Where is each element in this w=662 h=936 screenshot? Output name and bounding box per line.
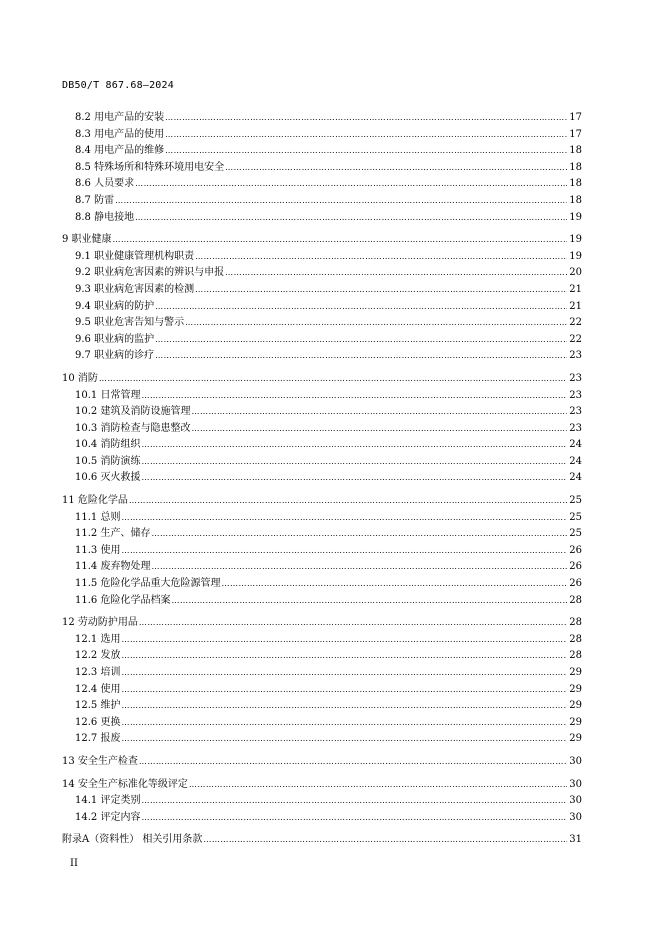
toc-entry-title: 8.4 用电产品的维修 — [75, 145, 165, 157]
toc-entry[interactable] — [62, 421, 582, 438]
toc-entry-title: 12.7 报废 — [75, 733, 121, 745]
toc-entry-page: 24 — [569, 439, 582, 451]
toc-entry[interactable] — [62, 832, 582, 849]
toc-entry-page: 25 — [569, 511, 582, 523]
toc-entry[interactable] — [62, 632, 582, 649]
toc-entry-title: 10.5 消防演练 — [75, 455, 141, 467]
toc-entry-page: 29 — [569, 667, 582, 678]
toc-entry-page: 25 — [569, 495, 582, 507]
toc-entry-title: 9.7 职业病的诊疗 — [75, 350, 155, 362]
toc-entry[interactable] — [62, 388, 582, 405]
toc-entry[interactable] — [62, 210, 582, 227]
toc-entry-title: 10.2 建筑及消防设施管理 — [75, 406, 191, 418]
toc-entry-page: 17 — [569, 112, 582, 123]
toc-entry[interactable] — [62, 559, 582, 576]
toc-leader-dots — [129, 493, 567, 510]
toc-entry-page: 30 — [569, 811, 582, 823]
toc-entry-page: 28 — [569, 633, 582, 645]
toc-entry[interactable] — [62, 176, 582, 193]
toc-leader-dots — [141, 793, 567, 810]
toc-entry-page: 30 — [569, 778, 582, 790]
toc-entry[interactable] — [62, 127, 582, 144]
toc-entry[interactable] — [62, 193, 582, 210]
toc-leader-dots — [141, 437, 567, 454]
toc-leader-dots — [171, 593, 567, 610]
toc-leader-dots — [121, 682, 567, 699]
toc-entry[interactable] — [62, 332, 582, 349]
toc-leader-dots — [225, 160, 567, 177]
toc-leader-dots — [151, 526, 567, 543]
toc-entry-page: 22 — [569, 317, 582, 329]
toc-leader-dots — [141, 810, 567, 827]
toc-entry[interactable] — [62, 593, 582, 610]
toc-leader-dots — [195, 282, 567, 299]
toc-entry[interactable] — [62, 110, 582, 127]
toc-entry[interactable] — [62, 777, 582, 794]
toc-entry[interactable] — [62, 371, 582, 388]
toc-entry[interactable] — [62, 454, 582, 471]
toc-entry[interactable] — [62, 698, 582, 715]
toc-leader-dots — [191, 404, 567, 421]
toc-leader-dots — [225, 265, 567, 282]
toc-entry-page: 21 — [569, 283, 582, 295]
toc-leader-dots — [155, 299, 567, 316]
toc-entry[interactable] — [62, 160, 582, 177]
toc-leader-dots — [121, 648, 567, 665]
toc-entry-page: 24 — [569, 472, 582, 484]
toc-entry-title: 9.1 职业健康管理机构职责 — [75, 250, 195, 262]
toc-entry-title: 12 劳动防护用品 — [62, 617, 138, 629]
toc-entry-page: 28 — [569, 617, 582, 629]
toc-entry-page: 28 — [569, 650, 582, 662]
toc-entry-page: 17 — [569, 128, 582, 140]
toc-leader-dots — [135, 176, 567, 193]
toc-entry-title: 8.6 人员要求 — [75, 178, 135, 190]
toc-entry-title: 9.4 职业病的防护 — [75, 300, 155, 312]
toc-entry-page: 20 — [569, 267, 582, 279]
toc-leader-dots — [121, 665, 567, 682]
toc-entry-page: 18 — [569, 194, 582, 206]
toc-entry-page: 30 — [569, 795, 582, 807]
toc-entry-title: 9.2 职业病危害因素的辨识与申报 — [75, 267, 225, 279]
toc-entry-page: 29 — [569, 683, 582, 695]
toc-entry-page: 18 — [569, 145, 582, 157]
toc-entry-title: 8.2 用电产品的安装 — [75, 112, 165, 123]
toc-entry-page: 31 — [569, 834, 582, 846]
toc-entry-title: 14.1 评定类别 — [75, 795, 141, 807]
toc-leader-dots — [99, 371, 567, 388]
toc-entry-page: 29 — [569, 716, 582, 728]
toc-entry-page: 25 — [569, 528, 582, 540]
toc-entry[interactable] — [62, 232, 582, 249]
toc-leader-dots — [155, 348, 567, 365]
toc-entry-page: 23 — [569, 422, 582, 434]
toc-entry-page: 19 — [569, 250, 582, 262]
toc-leader-dots — [121, 715, 567, 732]
toc-leader-dots — [165, 143, 567, 160]
toc-entry[interactable] — [62, 682, 582, 699]
toc-entry-title: 8.3 用电产品的使用 — [75, 128, 165, 140]
toc-leader-dots — [165, 110, 567, 127]
toc-entry-title: 10.3 消防检查与隐患整改 — [75, 422, 191, 434]
toc-entry-title: 12.5 维护 — [75, 700, 121, 712]
toc-entry-title: 10 消防 — [62, 372, 98, 384]
toc-entry-page: 24 — [569, 455, 582, 467]
toc-entry-page: 29 — [569, 733, 582, 745]
toc-entry[interactable] — [62, 470, 582, 487]
toc-entry-page: 21 — [569, 300, 582, 312]
toc-entry-title: 14 安全生产标准化等级评定 — [62, 778, 188, 790]
toc-leader-dots — [139, 615, 567, 632]
toc-entry-page: 18 — [569, 178, 582, 190]
toc-entry-page: 22 — [569, 333, 582, 345]
toc-entry-title: 8.5 特殊场所和特殊环境用电安全 — [75, 161, 225, 173]
toc-entry[interactable] — [62, 665, 582, 682]
toc-entry-title: 附录A（资料性） 相关引用条款 — [62, 834, 203, 846]
toc-entry-title: 13 安全生产检查 — [62, 755, 138, 767]
toc-entry[interactable] — [62, 731, 582, 748]
toc-leader-dots — [115, 193, 567, 210]
toc-entry[interactable] — [62, 754, 582, 771]
toc-entry[interactable] — [62, 526, 582, 543]
toc-entry-title: 9.6 职业病的监护 — [75, 333, 155, 345]
table-of-contents — [62, 110, 582, 849]
toc-entry-title: 9.5 职业危害告知与警示 — [75, 317, 185, 329]
toc-entry-title: 9.3 职业病危害因素的检测 — [75, 283, 195, 295]
toc-entry-page: 26 — [569, 578, 582, 590]
document-code: DB50/T 867.68—2024 — [62, 80, 174, 91]
toc-entry-page: 28 — [569, 594, 582, 606]
toc-entry-title: 14.2 评定内容 — [75, 811, 141, 823]
toc-entry-title: 12.3 培训 — [75, 667, 121, 678]
toc-entry[interactable] — [62, 615, 582, 632]
toc-entry[interactable] — [62, 576, 582, 593]
toc-entry-title: 10.6 灭火救援 — [75, 472, 141, 484]
toc-entry-page: 19 — [569, 234, 582, 246]
toc-entry-title: 12.1 选用 — [75, 633, 121, 645]
toc-leader-dots — [139, 754, 567, 771]
toc-entry-title: 11.5 危险化学品重大危险源管理 — [75, 578, 221, 590]
toc-entry[interactable] — [62, 510, 582, 527]
toc-entry-page: 26 — [569, 544, 582, 556]
toc-entry-title: 9 职业健康 — [62, 234, 112, 246]
toc-entry-title: 12.6 更换 — [75, 716, 121, 728]
toc-entry[interactable] — [62, 543, 582, 560]
toc-entry[interactable] — [62, 299, 582, 316]
toc-entry-page: 18 — [569, 161, 582, 173]
toc-entry-page: 26 — [569, 561, 582, 573]
toc-leader-dots — [195, 249, 567, 266]
toc-entry-title: 11.3 使用 — [75, 544, 121, 556]
toc-leader-dots — [221, 576, 567, 593]
toc-entry-title: 8.7 防雷 — [75, 194, 115, 206]
toc-leader-dots — [121, 510, 567, 527]
toc-entry[interactable] — [62, 793, 582, 810]
toc-entry-page: 29 — [569, 700, 582, 712]
toc-leader-dots — [121, 543, 567, 560]
toc-entry-title: 12.2 发放 — [75, 650, 121, 662]
toc-entry[interactable] — [62, 265, 582, 282]
toc-leader-dots — [113, 232, 567, 249]
toc-leader-dots — [151, 559, 567, 576]
toc-entry-page: 23 — [569, 406, 582, 418]
toc-entry[interactable] — [62, 282, 582, 299]
toc-entry-title: 11.2 生产、储存 — [75, 528, 151, 540]
toc-entry-title: 11 危险化学品 — [62, 495, 128, 507]
toc-entry-title: 8.8 静电接地 — [75, 211, 135, 223]
toc-entry[interactable] — [62, 348, 582, 365]
toc-entry-page: 30 — [569, 755, 582, 767]
toc-leader-dots — [203, 832, 567, 849]
toc-entry-page: 19 — [569, 211, 582, 223]
toc-entry[interactable] — [62, 715, 582, 732]
toc-entry[interactable] — [62, 249, 582, 266]
toc-entry[interactable] — [62, 648, 582, 665]
toc-entry-title: 10.4 消防组织 — [75, 439, 141, 451]
toc-leader-dots — [191, 421, 567, 438]
toc-entry[interactable] — [62, 143, 582, 160]
toc-entry-title: 11.1 总则 — [75, 511, 121, 523]
toc-entry-page: 23 — [569, 350, 582, 362]
toc-entry-title: 10.1 日常管理 — [75, 389, 141, 401]
toc-leader-dots — [141, 388, 567, 405]
toc-entry-page: 23 — [569, 372, 582, 384]
toc-leader-dots — [121, 731, 567, 748]
toc-leader-dots — [165, 127, 567, 144]
toc-leader-dots — [141, 470, 567, 487]
toc-entry[interactable] — [62, 404, 582, 421]
toc-leader-dots — [135, 210, 567, 227]
toc-entry-title: 11.4 废弃物处理 — [75, 561, 151, 573]
toc-entry-title: 11.6 危险化学品档案 — [75, 594, 171, 606]
toc-leader-dots — [189, 777, 567, 794]
toc-leader-dots — [185, 315, 567, 332]
toc-leader-dots — [121, 698, 567, 715]
toc-leader-dots — [121, 632, 567, 649]
toc-entry-page: 23 — [569, 389, 582, 401]
toc-entry[interactable] — [62, 810, 582, 827]
page-number: II — [70, 858, 78, 869]
toc-entry[interactable] — [62, 493, 582, 510]
toc-entry[interactable] — [62, 315, 582, 332]
toc-entry[interactable] — [62, 437, 582, 454]
toc-leader-dots — [155, 332, 567, 349]
toc-leader-dots — [141, 454, 567, 471]
toc-entry-title: 12.4 使用 — [75, 683, 121, 695]
